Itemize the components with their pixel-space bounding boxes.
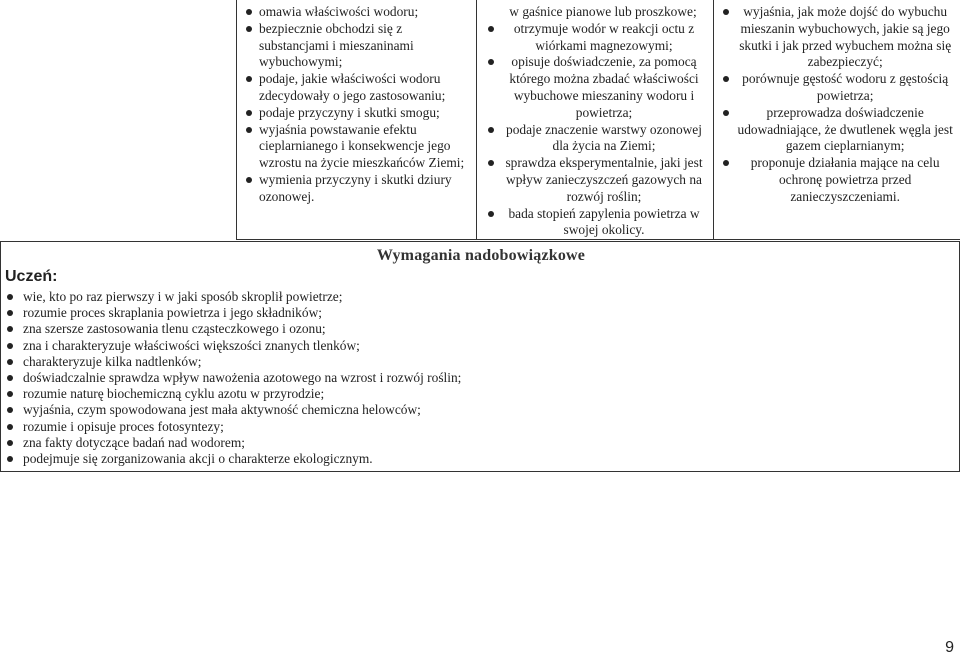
bullet-icon — [721, 105, 731, 121]
bullet-icon — [244, 105, 254, 121]
bullet-icon — [486, 122, 496, 138]
list-item: wyjaśnia, jak może dojść do wybuchu mieszanin wybuchowych, jakie są jego skutki i jak przed wybuchem można się zabezpieczyć; — [720, 4, 954, 71]
bullet-icon — [244, 4, 254, 20]
bullet-icon — [5, 451, 15, 467]
advanced-requirements-list — [5, 289, 461, 467]
bullet-icon — [486, 54, 496, 70]
list-item: proponuje działania mające na celu ochronę powietrza przed zanieczyszczeniami. — [720, 155, 954, 205]
requirements-list-3 — [720, 4, 954, 206]
bullet-icon — [721, 155, 731, 171]
advanced-requirements-section — [0, 241, 960, 472]
bullet-icon — [5, 305, 15, 321]
bullet-icon — [244, 172, 254, 188]
bullet-icon — [5, 386, 15, 402]
bullet-icon — [5, 402, 15, 418]
list-item: wyjaśnia, czym spowodowana jest mała aktywność chemiczna helowców; — [5, 402, 461, 418]
page-number: 9 — [945, 639, 954, 656]
list-item: przeprowadza doświadczenie udowadniające, że dwutlenek węgla jest gazem cieplarnianym; — [720, 105, 954, 155]
list-item: bada stopień zapylenia powietrza w swojej okolicy. — [485, 206, 708, 240]
list-item: podaje, jakie właściwości wodoru zdecydowały o jego zastosowaniu; — [243, 71, 470, 105]
list-item: otrzymuje wodór w reakcji octu z wiórkami magnezowymi; — [485, 21, 708, 55]
bullet-icon — [5, 354, 15, 370]
bullet-icon — [486, 21, 496, 37]
list-item: charakteryzuje kilka nadtlenków; — [5, 354, 461, 370]
requirements-column-1 — [237, 0, 477, 239]
list-item: podaje znaczenie warstwy ozonowej dla życia na Ziemi; — [485, 122, 708, 156]
list-item: zna i charakteryzuje właściwości większości znanych tlenków; — [5, 338, 461, 354]
bullet-icon — [721, 4, 731, 20]
section-title: Wymagania nadobowiązkowe — [376, 247, 586, 264]
requirements-list-1 — [243, 4, 470, 206]
list-item: sprawdza eksperymentalnie, jaki jest wpływ zanieczyszczeń gazowych na rozwój roślin; — [485, 155, 708, 205]
continued-text: w gaśnice pianowe lub proszkowe; — [509, 4, 697, 19]
list-item: zna szersze zastosowania tlenu cząsteczkowego i ozonu; — [5, 321, 461, 337]
list-item: zna fakty dotyczące badań nad wodorem; — [5, 435, 461, 451]
list-item: podaje przyczyny i skutki smogu; — [243, 105, 470, 122]
list-item: doświadczalnie sprawdza wpływ nawożenia azotowego na wzrost i rozwój roślin; — [5, 370, 461, 386]
list-item: opisuje doświadczenie, za pomocą którego można zbadać właściwości wybuchowe mieszaniny wodoru i powietrza; — [485, 54, 708, 121]
list-item: podejmuje się zorganizowania akcji o charakterze ekologicznym. — [5, 451, 461, 467]
requirements-column-2 — [477, 0, 715, 239]
requirements-column-3 — [714, 0, 960, 239]
bullet-icon — [244, 21, 254, 37]
list-item: rozumie naturę biochemiczną cyklu azotu w przyrodzie; — [5, 386, 461, 402]
bullet-icon — [5, 419, 15, 435]
bullet-icon — [5, 289, 15, 305]
list-item: wie, kto po raz pierwszy i w jaki sposób skroplił powietrze; — [5, 289, 461, 305]
bullet-icon — [5, 370, 15, 386]
requirements-list-2 — [485, 21, 708, 239]
list-item: bezpiecznie obchodzi się z substancjami i mieszaninami wybuchowymi; — [243, 21, 470, 71]
list-item: rozumie i opisuje proces fotosyntezy; — [5, 419, 461, 435]
bullet-icon — [244, 71, 254, 87]
list-item: wymienia przyczyny i skutki dziury ozonowej. — [243, 172, 470, 206]
bullet-icon — [244, 122, 254, 138]
requirements-table-top — [236, 0, 960, 240]
list-item: porównuje gęstość wodoru z gęstością powietrza; — [720, 71, 954, 105]
bullet-icon — [486, 155, 496, 171]
bullet-icon — [5, 338, 15, 354]
list-item: wyjaśnia powstawanie efektu cieplarnianego i konsekwencje jego wzrostu na życie mieszkańców Ziemi; — [243, 122, 470, 172]
list-item: rozumie proces skraplania powietrza i jego składników; — [5, 305, 461, 321]
student-label: Uczeń: — [5, 268, 58, 285]
list-item: omawia właściwości wodoru; — [243, 4, 470, 21]
bullet-icon — [5, 435, 15, 451]
bullet-icon — [721, 71, 731, 87]
bullet-icon — [5, 321, 15, 337]
bullet-icon — [486, 206, 496, 222]
